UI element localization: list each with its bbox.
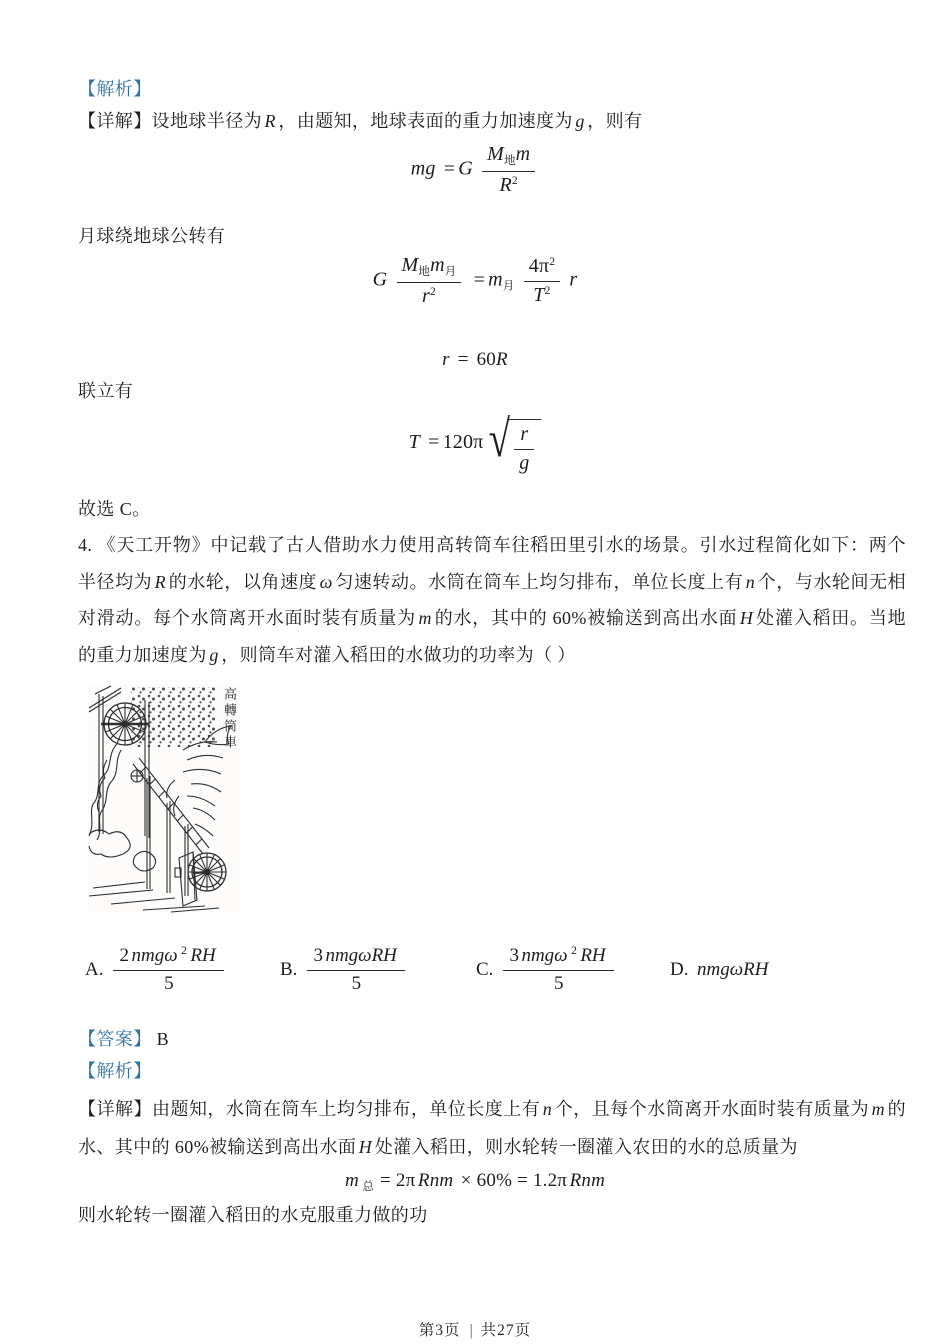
var-M: M [487, 143, 504, 165]
superscript-2: 2 [430, 286, 436, 299]
var-mg: mg [410, 157, 436, 180]
option-B-label: B. [280, 959, 298, 980]
q4-stem: 4. 《天工开物》中记载了古人借助水力使用高转筒车往稻田里引水的场景。引水过程简化如下：两个半径均为 R 的水轮，以角速度 ω 匀速转动。水筒在筒车上均匀排布，单位长度上有 n 个，与水轮间无相对滑动。每个水筒离开水面时装有质量为 m 的水，其中的 60%被输送到高出水面 H 处灌入稻田。当地的重力加速度为 g ，则筒车对灌入稻田的水做功的功率为（ ） [78, 535, 907, 665]
fraction-numerator: 3 nmgωRH [313, 945, 397, 967]
q3-moon-line: 月球绕地球公转有 [78, 226, 226, 246]
var-r: r [422, 285, 430, 308]
formula-moon-orbit [0, 254, 950, 308]
subscript-earth: 地 [418, 266, 431, 278]
fraction-denominator: 5 [113, 970, 224, 995]
const-4pi: 4π [528, 255, 550, 278]
fraction [482, 143, 535, 197]
subscript-moon: 月 [444, 266, 457, 278]
q3-analysis-label: 【解析】 [78, 79, 152, 99]
footer-separator: | [469, 1322, 474, 1339]
option-C [476, 936, 618, 1004]
fraction-numerator: 2 nmgω $^2$ RH [119, 945, 216, 967]
var-r: r [520, 423, 529, 445]
radicand [507, 419, 541, 475]
option-B [280, 936, 409, 1004]
page-footer [0, 1318, 950, 1340]
var-m: m [430, 254, 445, 276]
q4-answer-label: 【答案】 [78, 1029, 152, 1049]
option-A [85, 936, 228, 1004]
figure-caption: 高轉筒車 [222, 687, 237, 751]
fraction [524, 255, 560, 307]
equals-sign: = [457, 349, 469, 370]
const-120pi: 120π [442, 431, 484, 454]
q4-answer-line [78, 1030, 906, 1048]
square-root [485, 412, 541, 475]
var-T: T [533, 284, 545, 307]
var-g: g [519, 452, 530, 474]
option-B-fraction [307, 945, 405, 995]
woodcut-waterwheel-figure [87, 684, 240, 913]
q4-detail-paragraph: 【详解】由题知，水筒在筒车上均匀排布，单位长度上有 n 个，且每个水筒离开水面时装有质量为 m 的水、其中的 60%被输送到高出水面 H 处灌入稻田，则水轮转一圈灌入农田的水的总质量为 [78, 1099, 906, 1157]
footer-total-pages: 共27页 [480, 1322, 532, 1339]
var-G: G [372, 268, 388, 291]
equals-sign: = [473, 268, 486, 291]
var-R: R [499, 174, 512, 197]
fraction-numerator [482, 143, 535, 171]
var-r: r [569, 268, 578, 291]
superscript-2: 2 [549, 256, 556, 269]
fraction-numerator [397, 254, 462, 282]
const-60: 60 [476, 349, 497, 370]
fraction-denominator [482, 171, 535, 197]
subscript-earth: 地 [503, 155, 516, 167]
option-A-fraction [113, 945, 224, 995]
woodcut-waterwheel-drawing [87, 684, 240, 913]
option-C-label: C. [476, 959, 494, 980]
option-D-label: D. [670, 959, 689, 980]
var-M: M [401, 254, 419, 276]
formula-period [0, 412, 950, 475]
q3-combine-line: 联立有 [78, 381, 134, 401]
equals-sign: = [443, 157, 456, 180]
var-m: m [515, 143, 531, 165]
var-T: T [408, 431, 420, 454]
option-A-label: A. [85, 959, 104, 980]
var-m: m [488, 268, 503, 291]
var-R: R [496, 349, 508, 370]
fraction-numerator [514, 423, 534, 449]
fraction [397, 254, 462, 308]
equals-sign: = [428, 431, 440, 454]
footer-page-number: 第3页 [418, 1322, 461, 1339]
fraction-denominator [514, 449, 534, 475]
q3-detail-line: 【详解】设地球半径为 R ，由题知，地球表面的重力加速度为 g ，则有 [78, 111, 643, 131]
var-G: G [458, 157, 473, 180]
fraction-numerator [524, 255, 560, 281]
fraction-denominator: 5 [307, 970, 405, 995]
formula-total-mass: m $_总$ = 2π Rnm × 60% = 1.2π Rnm [344, 1170, 605, 1193]
subscript-moon: 月 [502, 280, 515, 293]
fraction-denominator: 5 [503, 970, 614, 995]
q3-choose-line: 故选 C。 [78, 499, 151, 519]
q4-answer-value: B [156, 1029, 170, 1049]
q4-analysis-label: 【解析】 [78, 1061, 152, 1081]
q4-final-line: 则水轮转一圈灌入稻田的水克服重力做的功 [78, 1205, 428, 1225]
superscript-2: 2 [544, 285, 551, 298]
option-D-expression: nmgωRH [696, 959, 769, 980]
formula-surface-gravity [0, 143, 950, 197]
fraction [514, 423, 534, 475]
fraction-numerator: 3 nmgω $^2$ RH [509, 945, 606, 967]
option-D [670, 936, 771, 1004]
option-C-fraction [503, 945, 614, 995]
fraction-denominator [524, 281, 560, 307]
radical-sign: √ [489, 411, 511, 468]
superscript-2: 2 [511, 175, 518, 188]
fraction-denominator [397, 282, 462, 308]
var-r: r [442, 349, 450, 370]
formula-r-60R [0, 349, 950, 371]
